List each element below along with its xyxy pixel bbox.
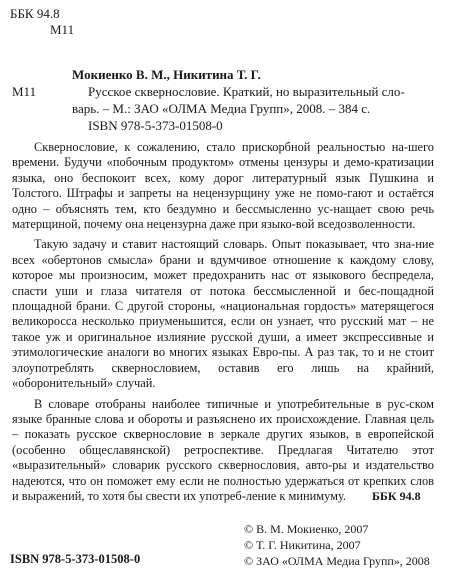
annotation-paragraph-1: Сквернословие, к сожалению, стало прискорбной реальностью на-шего времени. Будучи «побочным продуктом» отмены цензуры и демо-кратизации языка, оно беспокоит всех, кому дорог литературный язык Пушкина и Толстого. Штрафы и запреты на нецензурщину уже не помо-гают и остаётся одно – объяснять тем, кто бездумно и бессмысленно ус-нащает свою речь матерщиной, почему она нецензурна даже при языко-вой вседозволенности. <box>12 140 434 232</box>
copyright-line-2: © Т. Г. Никитина, 2007 <box>244 538 361 552</box>
bbk-classification-top: ББК 94.8 <box>10 6 60 21</box>
author-sign-citation: М11 <box>12 84 37 99</box>
copyright-line-1: © В. М. Мокиенко, 2007 <box>244 522 369 536</box>
annotation-paragraph-2: Такую задачу и ставит настоящий словарь. Опыт показывает, что зна-ние всех «обертонов смысла» брани и вдумчивое отношение к каждому слову, которое мы произносим, может предохранить нас от языкового беспредела, спасти уши и глаза читателя от потока бессмысленной и бес-пощадной площадной брани. С другой стороны, «национальная гордость» матерящегося великоросса несколько приуменьшится, если он узнает, что русский мат – не такое уж и оригинальное излияние русской души, а имеет экспрессивные и этимологические аналоги во многих языках Евро-пы. А раз так, то и не стоит злоупотреблять сквернословием, оставив его лишь на крайний, «оборонительный» случай. <box>12 237 434 391</box>
bbk-classification-bottom: ББК 94.8 <box>372 489 421 503</box>
author-sign-top: М11 <box>50 22 75 37</box>
title-line-2: варь. – М.: ЗАО «ОЛМА Медиа Групп», 2008. – 384 с. <box>72 101 371 116</box>
annotation-text <box>12 140 434 509</box>
copyright-block <box>244 521 430 569</box>
copyright-line-3: © ЗАО «ОЛМА Медиа Групп», 2008 <box>244 554 430 568</box>
isbn-bottom: ISBN 978-5-373-01508-0 <box>10 552 141 566</box>
citation-isbn: ISBN 978-5-373-01508-0 <box>88 118 223 133</box>
authors-line: Мокиенко В. М., Никитина Т. Г. <box>72 67 261 82</box>
bibliographic-record <box>72 66 442 134</box>
title-line-1: Русское сквернословие. Краткий, но выразительный сло- <box>88 84 405 99</box>
annotation-paragraph-3: В словаре отобраны наиболее типичные и употребительные в рус-ском языке бранные слова и обороты и разъяснено их происхождение. Главная цель – показать русское сквернословие в зеркале других языков, в европейской (особенно общеславянской) ретроспективе. Предлагая Читателю этот «выразительный» словарик русского сквернословия, авто-ры и издательство надеются, что он поможет ему если не полностью удержаться от крепких слов и выражений, то хотя бы свести их употреб-ление к минимуму. <box>12 396 434 503</box>
